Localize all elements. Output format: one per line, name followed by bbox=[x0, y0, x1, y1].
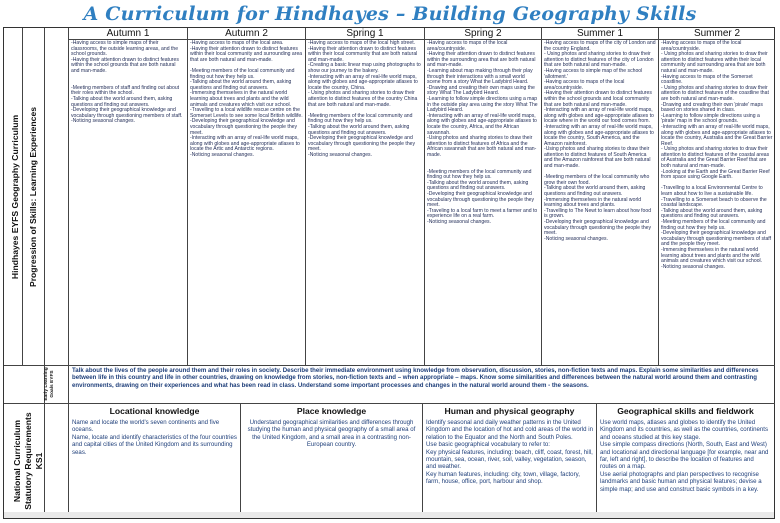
text-line: -Noticing seasonal changes. bbox=[190, 151, 254, 158]
text-line: - Using photos and sharing stories to draw their attention to distinct features of the coastline that are both natural and man-made. bbox=[661, 84, 769, 102]
text-line: Identify seasonal and daily weather patterns in the United Kingdom and the location of hot and cold areas of the world in relation to the Equator and the North and South Poles. bbox=[426, 419, 594, 441]
row-label-progression: Progression of Skills: Learning Experiences bbox=[28, 106, 38, 288]
grid-divider bbox=[22, 28, 23, 365]
text-line: -Having access to maps of the local area. bbox=[190, 40, 284, 46]
text-line: -Drawing and creating their own 'pirate' maps based on stories shared in class. bbox=[661, 101, 763, 114]
text-line: -Talking about the world around them, asking questions and finding out answers. bbox=[190, 79, 292, 91]
text-line: -Interacting with an array of real-life world maps, along with globes and age-appropriate atlases to locate the Artic and Antarctic regions. bbox=[190, 135, 300, 153]
text-line: -Developing their geographical knowledge and vocabulary through questioning the people they meet. bbox=[544, 219, 652, 237]
text-line: - Using photos and sharing stories to draw their attention to distinct features of the country China that are both natural and man-made. bbox=[308, 90, 418, 108]
experience-cell-autumn-2 bbox=[188, 40, 305, 364]
nc-heading-place: Place knowledge bbox=[296, 406, 367, 416]
text-line: -Noticing seasonal changes. bbox=[308, 151, 372, 158]
text-line: Name and locate the world's seven continents and five oceans. bbox=[72, 419, 220, 434]
experience-cell-summer-1 bbox=[542, 40, 658, 364]
text-line: Name, locate and identify characteristics of the four countries and capital cities of the United Kingdom and its surrounding seas. bbox=[72, 433, 237, 456]
text-line: -Drawing and creating their own maps using the story What The Ladybird Heard. bbox=[427, 84, 535, 97]
text-line: - Using photos and sharing stories to draw their attention to distinct features of the city of London that are both natural and man-made. bbox=[544, 51, 654, 69]
nc-text-skills-fieldwork bbox=[597, 418, 774, 514]
nc-heading-human-physical: Human and physical geography bbox=[444, 406, 575, 416]
early-learning-goals-text: Talk about the lives of the people around them and their roles in society. Describe their immediate environment using knowledge from observation, discussion, stories, non-fiction texts and maps. Explain some similarities and differences between life in this country and life in other countries, drawing on knowledge from stories, non-fiction texts and – when appropriate – maps. Know some similarities and differences between the natural world around them and contrasting environments, drawing on their experiences and what has been read in class. Understand some important processes and changes in the natural world around them - the seasons. bbox=[72, 367, 759, 389]
text-line: Use basic geographical vocabulary to refer to: bbox=[426, 441, 550, 449]
page-title: A Curriculum for Hindhayes – Building Geography Skills bbox=[83, 3, 697, 25]
text-line: - Using photos and sharing stories to draw their attention to distinct features within their local community and surrounding area that are both natural and man-made. bbox=[661, 51, 768, 74]
text-line: -Meeting members of the local community and finding out how they help us. bbox=[308, 112, 413, 125]
text-line: -Developing their geographical knowledge and vocabulary through questioning members of staff and the people they meet. bbox=[661, 230, 772, 248]
text-line: -Developing their geographical knowledge and vocabulary through questioning members of staff. bbox=[71, 107, 183, 119]
text-line: Key human features, including: city, town, village, factory, farm, house, office, port, harbour and shop. bbox=[426, 470, 580, 486]
text-line: -Having access to simple maps of their classrooms, the outside learning areas, and the school grounds. bbox=[71, 40, 179, 58]
experience-cell-autumn-1 bbox=[69, 40, 187, 364]
text-line: -Using photos and sharing stories to draw their attention to distinct features of Africa and the African savannah that are both natural and man-made. bbox=[427, 135, 537, 158]
text-line: -Learning to follow simple directions using a 'pirate' map in the school grounds. bbox=[661, 112, 760, 125]
text-line: -Interacting with an array of real-life world maps, along with globes and age-appropriate atlases to locate where in the world our food comes from. bbox=[544, 107, 654, 125]
experience-cell-spring-2 bbox=[425, 40, 541, 364]
text-line: -Talking about the world around them, asking questions and finding out answers. bbox=[427, 179, 529, 192]
text-line: -Meeting members of the local community and finding out how they help us. bbox=[661, 219, 766, 231]
text-line: -Talking about the world around them, asking questions and finding out answers. bbox=[661, 207, 763, 220]
term-heading-autumn-1: Autumn 1 bbox=[106, 28, 150, 39]
text-line: -Interacting with an array of real-life world maps, along with globes and age-appropriate atlases to locate the country, Africa, and the African savannah. bbox=[427, 112, 537, 136]
nc-heading-skills-fieldwork: Geographical skills and fieldwork bbox=[617, 406, 754, 416]
text-line: -Developing their geographical knowledge and vocabulary through questioning the people they meet. bbox=[308, 135, 416, 153]
text-line: Use world maps, atlases and globes to identify the United Kingdom and its countries, as well as the countries, continents and oceans studied at this key stage. bbox=[600, 419, 769, 441]
text-line: -Having access to simple map of the school 'allotment.' bbox=[544, 67, 643, 80]
text-line: -Noticing seasonal changes. bbox=[71, 118, 135, 125]
grid-divider bbox=[4, 403, 775, 404]
text-line: -Travelling to a local wildlife rescue centre on the Somerset Levels to see some local British wildlife. bbox=[190, 107, 303, 119]
text-line: -Immersing themselves in the natural world learning about trees and plants and the wild animals and creatures which visit our school. bbox=[190, 90, 292, 108]
text-line: -Learning about map making through their play through their interactions with a small world scene from a story What the Ladybird Heard. bbox=[427, 67, 533, 86]
term-heading-summer-2: Summer 2 bbox=[693, 28, 741, 39]
text-line: -Meeting members of the local community and finding out how they help us. bbox=[190, 67, 295, 80]
text-line: Use aerial photographs and plan perspectives to recognise landmarks and basic human and physical features; devise a simple map; and use and construct basic symbols in a key. bbox=[600, 470, 762, 493]
text-line: -Creating a basic linear map using photographs to show our journey to the bakery. bbox=[308, 62, 421, 74]
text-line: -Having their attention drawn to distinct features within their local community that are both natural and man-made. bbox=[308, 45, 418, 63]
text-line: -Traveling to a local farm to meet a farmer and to experience life on a real farm. bbox=[427, 207, 538, 220]
row-label-national-curriculum: National Curriculum Statutory Requirements KS1 bbox=[11, 412, 44, 510]
text-line: Understand geographical similarities and differences through studying the human and physical geography of a small area of the United Kingdom, and a small area in a contrasting non-European country. bbox=[247, 419, 416, 449]
text-line: -Talking about the world around them, asking questions and finding out answers. bbox=[71, 95, 173, 108]
text-line: -Meeting members of the local community and finding out how they help us. bbox=[427, 168, 532, 181]
nc-text-place bbox=[241, 418, 422, 514]
text-line: -Meeting members of staff and finding out about their roles within the school. bbox=[71, 84, 180, 97]
row-label-early-learning-goals: Early Learning Goals EYFS bbox=[44, 367, 55, 401]
text-line: -Travelling to a local Environmental Centre to learn about how to live a sustainable life. bbox=[661, 185, 763, 198]
text-line: Use simple compass directions (North, South, East and West) and locational and directional language [for example, near and far, left and right], to describe the location of features and routes on a map. bbox=[600, 441, 769, 471]
text-line: -Noticing seasonal changes. bbox=[427, 219, 491, 225]
text-line: -Having access to maps of the city of London and the country England. bbox=[544, 40, 656, 52]
text-line: -Having access to maps of the local area/countryside. bbox=[427, 40, 508, 52]
text-line: -Immersing themselves in the natural world learning about trees and plants and the wild animals and creatures which visit our school. bbox=[661, 246, 763, 265]
experience-cell-summer-2 bbox=[659, 40, 775, 364]
text-line: -Interacting with an array of real-life world maps, along with globes and age-appropriate atlases to locate the country, South America, and the Amazon rainforest. bbox=[544, 123, 654, 147]
term-heading-spring-2: Spring 2 bbox=[464, 28, 502, 39]
term-heading-spring-1: Spring 1 bbox=[346, 28, 384, 39]
text-line: -Developing their geographical knowledge and vocabulary through questioning the people they meet. bbox=[190, 118, 298, 136]
text-line: -Having access to maps of the local area/countryside. bbox=[544, 79, 625, 91]
row-label-eyfs-curriculum: Hindhayes EYFS Geography Curriculum bbox=[10, 114, 20, 280]
nc-heading-locational: Locational knowledge bbox=[109, 406, 200, 416]
text-line: -Noticing seasonal changes. bbox=[544, 235, 608, 242]
text-line: Key physical features, including: beach, cliff, coast, forest, hill, mountain, sea, ocean, river, soil, valley, vegetation, season, and weather. bbox=[426, 448, 593, 471]
bottom-band bbox=[4, 512, 774, 518]
text-line: - Using photos and sharing stories to draw their attention to distinct features of the coastal areas of Australia and the Great Barrier Reef that are both natural and man-made. bbox=[661, 146, 770, 170]
text-line: -Looking at the Earth and the Great Barrier Reef from space using Google Earth. bbox=[661, 168, 770, 181]
text-line: -Using photos and sharing stories to draw their attention to distinct features of South America and the Amazon rainforest that are both natural and man-made. bbox=[544, 146, 651, 170]
text-line: -Developing their geographical knowledge and vocabulary through questioning the people they meet. bbox=[427, 191, 535, 209]
text-line: -Travelling to The Newt to learn about how food is grown. bbox=[544, 207, 652, 220]
text-line: -Having their attention drawn to distinct features within their local community and surrounding area that are both natural and man-made. bbox=[190, 45, 303, 63]
text-line: -Noticing seasonal changes. bbox=[661, 263, 725, 270]
text-line: -Travelling to a Somerset beach to observe the coastal landscape. bbox=[661, 196, 767, 209]
nc-text-human-physical bbox=[423, 418, 596, 514]
term-heading-summer-1: Summer 1 bbox=[576, 28, 624, 39]
text-line: -Having their attention drawn to distinct features within the school grounds and local community that are both natural and man-made. bbox=[544, 90, 652, 108]
text-line: -Meeting members of the local community who grow their own food. bbox=[544, 174, 650, 186]
text-line: -Having their attention drawn to distinct features within the school grounds that are both natural and man-made. bbox=[71, 56, 179, 74]
text-line: -Talking about the world around them, asking questions and finding out answers. bbox=[544, 185, 646, 198]
text-line: -Having access to maps of the local area/countryside. bbox=[661, 40, 742, 52]
text-line: -Having their attention drawn to distinct features within the surrounding area that are both natural and man-made. bbox=[427, 51, 536, 69]
term-heading-autumn-2: Autumn 2 bbox=[225, 28, 268, 39]
text-line: -Immersing themselves in the natural world learning about trees and plants. bbox=[544, 196, 642, 209]
text-line: -Having access to maps of the local high street. bbox=[308, 40, 416, 46]
text-line: -Learning to follow simple directions using a map in the outside play area using the story What The Ladybird Heard. bbox=[427, 95, 538, 114]
text-line: -Talking about the world around them, asking questions and finding out answers. bbox=[308, 123, 410, 136]
experience-cell-spring-1 bbox=[306, 40, 424, 364]
text-line: -Having access to maps of the Somerset coastline. bbox=[661, 73, 753, 86]
nc-text-locational bbox=[69, 418, 240, 514]
text-line: -Interacting with an array of real-life world maps, along with globes and age-appropriate atlases to locate the country, China. bbox=[308, 73, 418, 91]
text-line: -Interacting with an array of real-life world maps, along with globes and age-appropriate atlases to locate the country, Australia and the Great Barrier Reef. bbox=[661, 123, 773, 147]
